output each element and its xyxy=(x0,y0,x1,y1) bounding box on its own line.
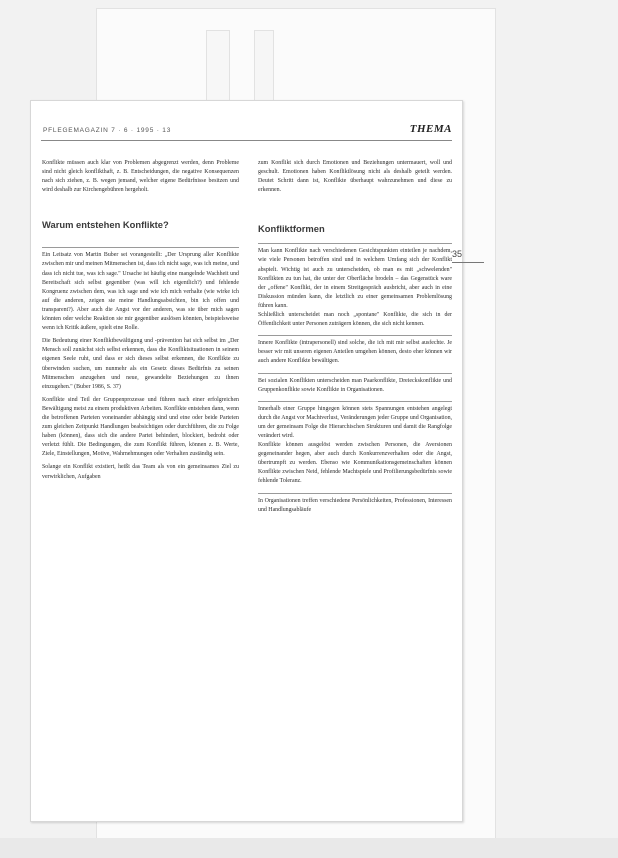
body-paragraph: Innere Konflikte (intrapersonell) sind solche, die ich mit mir selbst ausfechte. Je besser wir mit unseren eigenen Anteilen umgehen können, desto eher können wir auch andere Konflikte bewältigen. xyxy=(258,340,452,365)
body-paragraph: Schließlich unterscheidet man noch „spontane" Konflikte, die sich in der Öffentlichkeit unter Personen zuträgern können, die sich nicht kennen. xyxy=(258,312,452,328)
section-heading: Konfliktformen xyxy=(258,223,325,235)
magazine-page xyxy=(30,100,463,822)
header-rule xyxy=(41,140,452,141)
paragraph-rule xyxy=(258,401,452,402)
section-title: THEMA xyxy=(409,123,452,135)
journal-header: PFLEGEMAGAZIN 7 · 6 · 1995 · 13 xyxy=(43,127,172,134)
body-paragraph: Konflikte können ausgelöst werden zwischen Personen, die Aversionen gegeneinander hegen, aber auch durch Konkurrenzverhalten oder die Angst, übertrumpft zu werden. Ebenso wie Kommunikationsgemeinschaften können Konflikte zwischen Neid, fehlende Machtspiele und Profilierungsbedürfnis sowie fehlende Toleranz. xyxy=(258,442,452,485)
heading-rule xyxy=(258,243,452,244)
heading-rule xyxy=(42,247,239,248)
body-paragraph: Ein Leitsatz von Martin Buber sei vorangestellt: „Der Ursprung aller Konflikte zwischen mir und meinen Mitmenschen ist, dass ich nicht sage, was ich meine, und dass ich nicht tue, was ich sage." Ursache ist häufig eine mangelnde Wachheit und Bereitschaft sich selbst gegenüber (was will ich eigentlich?) und fehlende Kongruenz zwischen dem, was ich sage und wie ich mich verhalte (wie wirke ich auf die anderen, zeigen sie meine Handlungsabsichten, bin ich offen und transparent?). Aber auch die Angst vor der anderen, was sie über mich sagen könnten oder welche Reaktion sie mir gegenüber auslösen könnten, beispielsweise wenn ich Kritik äußere, spielt eine Rolle. xyxy=(42,252,239,332)
intro-paragraph: zum Konflikt sich durch Emotionen und Beziehungen untermauert, woll und geschult. Emotionen haben Konfliktlösung nicht als deshalb geteilt werden. Deutet Schritt dann ist, Konflikte überhaupt wahrzunehmen und diese zu erkennen. xyxy=(258,160,452,194)
left-column xyxy=(42,159,239,482)
body-paragraph: Bei sozialen Konflikten unterscheiden man Paarkonflikte, Dreieckskonflikte und Gruppenkonflikte sowie Konflikte in Organisationen. xyxy=(258,377,452,393)
right-column xyxy=(258,159,452,515)
paragraph-rule xyxy=(258,493,452,494)
body-paragraph: In Organisationen treffen verschiedene Persönlichkeiten, Professionen, Interessen und Handlungsabläufe xyxy=(258,497,452,513)
section-heading: Warum entstehen Konflikte? xyxy=(42,219,169,231)
body-paragraph: Die Bedeutung einer Konfliktbewältigung und -prävention hat sich selbst im „Der Mensch soll zunächst sich selbst erkennen, dass die Konfliktsituationen in seinem eigenen Seele ruht, und dass er sich dieses selbst erkennen, die Konflikte zu überwinden suchen, um nunmehr als ein Gesetz dieses Bedürfnis zu seinen Mitmenschen anzugehen und neue, gewandelte Beziehungen zu ihnen einzugehen." (Buber 1986, S. 37) xyxy=(42,338,239,390)
body-paragraph: Solange ein Konflikt existiert, heißt das Team als von ein gemeinsames Ziel zu verwirklichen, Aufgaben xyxy=(42,464,239,480)
body-paragraph: Man kann Konflikte nach verschiedenen Gesichtspunkten einteilen je nachdem, wie viele Personen betroffen sind und in welchem Umfang sich der Konflikt abspielt. Wichtig ist auch zu unterscheiden, ob man es mit „schwelenden" Konflikten zu tun hat, die unter der Oberfläche brodeln – das Gegenstück ware der „offene" Konflikt, der in einem Streitgespräch ausbricht, aber auch in eine Diskussion münden kann, die letztlich zu einer gemeinsamen Problemlösung führen kann. xyxy=(258,248,452,309)
margin-rule xyxy=(452,262,484,263)
intro-paragraph: Konflikte müssen auch klar von Problemen abgegrenzt werden, denn Probleme sind nicht gleich konflikthaft, z. B. Entscheidungen, die negative Konsequenzen nach sich ziehen, z. B. wegen jemand, welcher eigene Bedürfnisse besitzen und wird deshalb zur Kirchengebühren hergeholt. xyxy=(42,160,239,194)
page-number: 35 xyxy=(452,249,463,259)
body-paragraph: Konflikte sind Teil der Gruppenprozesse und führen nach einer erfolgreichen Bewältigung meist zu einem produktiven Arbeiten. Konflikte entstehen dann, wenn die betroffenen Parteien voneinander abhängig sind und eine oder beide Parteien zum gleichen Zeitpunkt Handlungen beabsichtigen oder durchführen, die zu Folge haben (können), dass sich die andere Partei behindert, blockiert, bedroht oder verletzt fühlt. Die Bedingungen, die zum Konflikt führen, können z. B. Werte, Ziele, Einstellungen, Motive, Wahrnehmungen oder Verhalten zuständig sein. xyxy=(42,396,239,458)
body-paragraph: Innerhalb einer Gruppe hingegen können stets Spannungen entstehen angelegt durch die Angst vor Machtverlust, Veränderungen jeder Gruppe und Organisation, um der gemeinsam Folge die Hierarchischen Strukturen und damit die Rangfolge verändert wird. xyxy=(258,405,452,439)
scan-bottom-edge xyxy=(0,838,618,858)
paragraph-rule xyxy=(258,335,452,336)
paragraph-rule xyxy=(258,373,452,374)
